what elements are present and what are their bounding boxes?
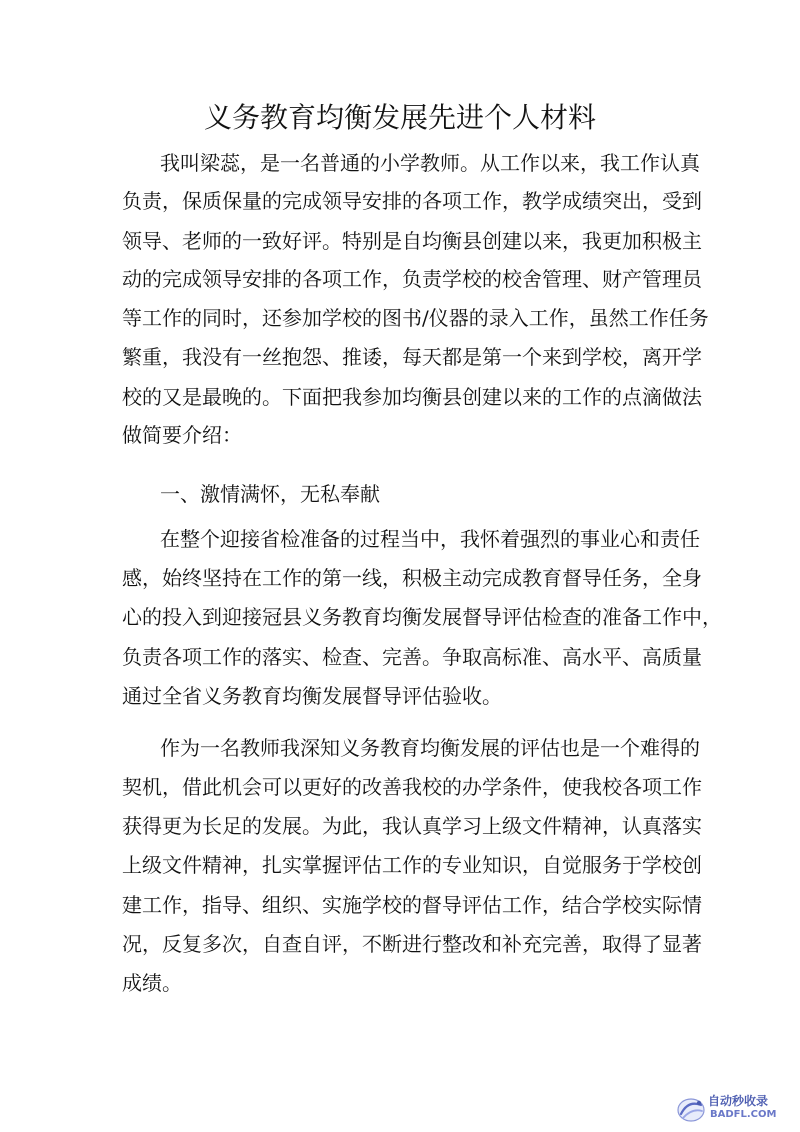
paragraph-line: 建工作，指导、组织、实施学校的督导评估工作，结合学校实际情	[122, 893, 702, 917]
paragraph-line: 作为一名教师我深知义务教育均衡发展的评估也是一个难得的	[160, 736, 700, 760]
paragraph-line: 负责，保质保量的完成领导安排的各项工作，教学成绩突出，受到	[122, 189, 702, 213]
paragraph-line: 上级文件精神，扎实掌握评估工作的专业知识，自觉服务于学校创	[122, 853, 702, 877]
paragraph-line: 在整个迎接省检准备的过程当中，我怀着强烈的事业心和责任	[160, 527, 700, 551]
paragraph-line: 负责各项工作的落实、检查、完善。争取高标准、高水平、高质量	[122, 645, 702, 669]
paragraph-line: 契机，借此机会可以更好的改善我校的办学条件，使我校各项工作	[122, 775, 702, 799]
paragraph-line: 心的投入到迎接冠县义务教育均衡发展督导评估检查的准备工作中，	[122, 605, 722, 629]
paragraph-line: 我叫梁蕊，是一名普通的小学教师。从工作以来，我工作认真	[160, 151, 700, 175]
paragraph-line: 领导、老师的一致好评。特别是自均衡县创建以来，我更加积极主	[122, 229, 702, 253]
document-title: 义务教育均衡发展先进个人材料	[203, 101, 596, 134]
paragraph-line: 通过全省义务教育均衡发展督导评估验收。	[122, 684, 502, 708]
paragraph-line: 做简要介绍：	[122, 423, 242, 447]
paragraph-line: 成绩。	[122, 971, 182, 995]
paragraph-line: 繁重，我没有一丝抱怨、推诿，每天都是第一个来到学校，离开学	[122, 345, 702, 369]
paragraph-line: 获得更为长足的发展。为此，我认真学习上级文件精神，认真落实	[122, 814, 702, 838]
section-heading: 一、激情满怀，无私奉献	[160, 482, 380, 506]
paragraph-line: 校的又是最晚的。下面把我参加均衡县创建以来的工作的点滴做法	[122, 385, 702, 409]
paragraph-line: 感，始终坚持在工作的第一线，积极主动完成教育督导任务，全身	[122, 566, 702, 590]
paragraph-line: 等工作的同时，还参加学校的图书/仪器的录入工作，虽然工作任务	[122, 306, 709, 330]
swirl-logo-icon	[676, 1096, 706, 1124]
watermark-text: 自动秒收录	[708, 1094, 769, 1108]
paragraph-line: 况，反复多次，自查自评，不断进行整改和补充完善，取得了显著	[122, 932, 702, 956]
watermark	[676, 1092, 786, 1126]
watermark-url: BADFL.COM	[710, 1109, 777, 1120]
paragraph-line: 动的完成领导安排的各项工作，负责学校的校舍管理、财产管理员	[122, 267, 702, 291]
